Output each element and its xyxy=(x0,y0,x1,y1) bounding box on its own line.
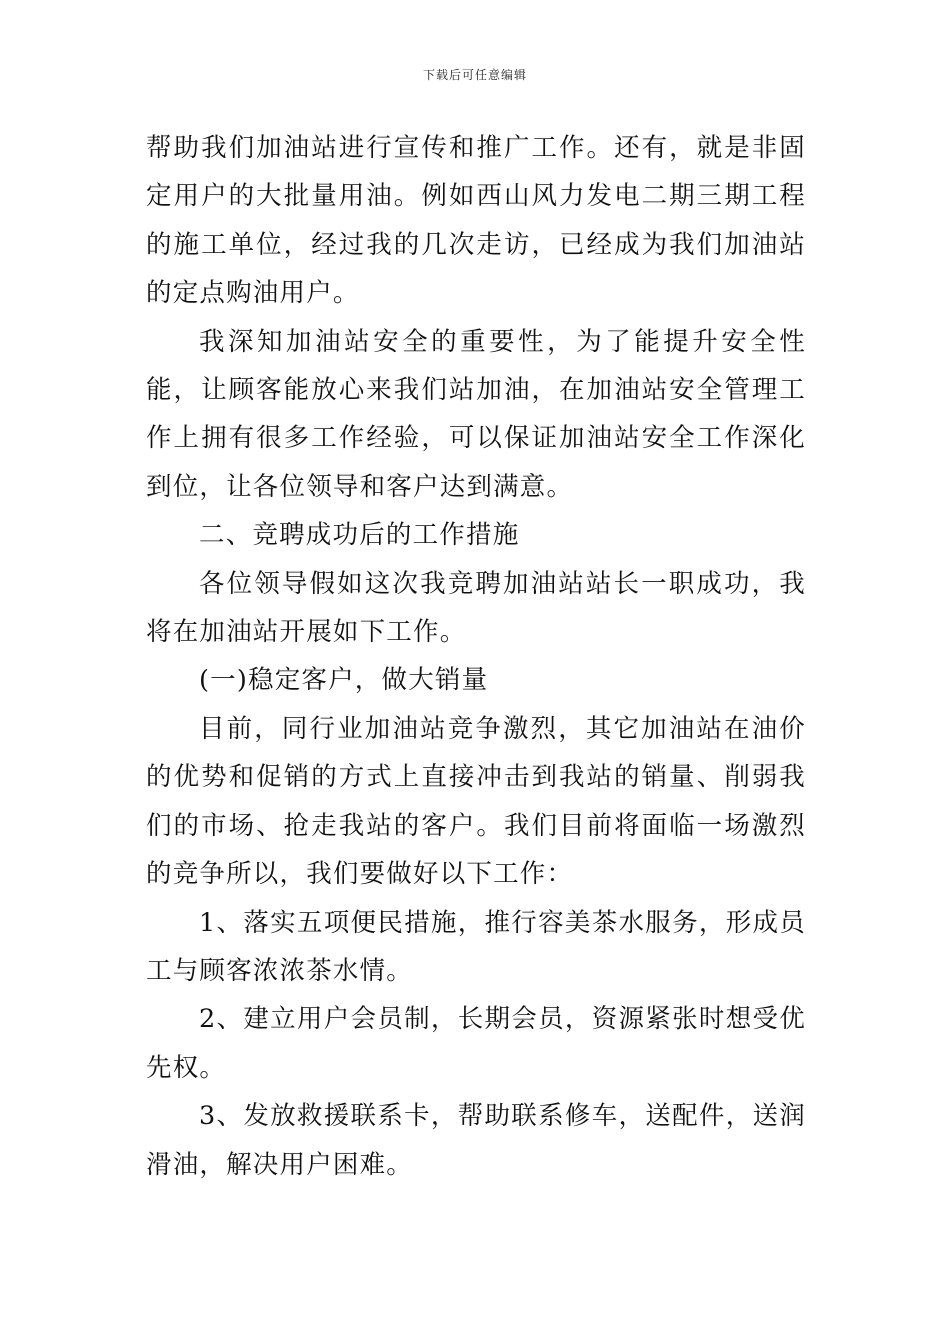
header-note: 下载后可任意编辑 xyxy=(422,68,527,82)
paragraph-safety: 我深知加油站安全的重要性，为了能提升安全性能，让顾客能放心来我们站加油，在加油站安全管理工作上拥有很多工作经验，可以保证加油站安全工作深化到位，让各位领导和客户达到满意。 xyxy=(146,326,806,502)
list-item-3: 3、发放救援联系卡，帮助联系修车，送配件，送润滑油，解决用户困难。 xyxy=(146,1101,806,1180)
paragraph-competition: 目前，同行业加油站竞争激烈，其它加油站在油价的优势和促销的方式上直接冲击到我站的销量、削弱我们的市场、抢走我站的客户。我们目前将面临一场激烈的竞争所以，我们要做好以下工作： xyxy=(146,713,806,890)
paragraph-intro: 各位领导假如这次我竞聘加油站站长一职成功，我将在加油站开展如下工作。 xyxy=(146,568,806,648)
paragraph-promotion: 帮助我们加油站进行宣传和推广工作。还有，就是非固定用户的大批量用油。例如西山风力发电二期三期工程的施工单位，经过我的几次走访，已经成为我们加油站的定点购油用户。 xyxy=(146,133,806,309)
subheading-stabilize-customers: (一)稳定客户，做大销量 xyxy=(199,665,489,696)
body-text xyxy=(146,124,806,1189)
list-item-2: 2、建立用户会员制，长期会员，资源紧张时想受优先权。 xyxy=(146,1004,806,1083)
list-item-1: 1、落实五项便民措施，推行容美茶水服务，形成员工与顾客浓浓茶水情。 xyxy=(146,907,806,986)
section-heading-measures: 二、竞聘成功后的工作措施 xyxy=(199,520,520,551)
